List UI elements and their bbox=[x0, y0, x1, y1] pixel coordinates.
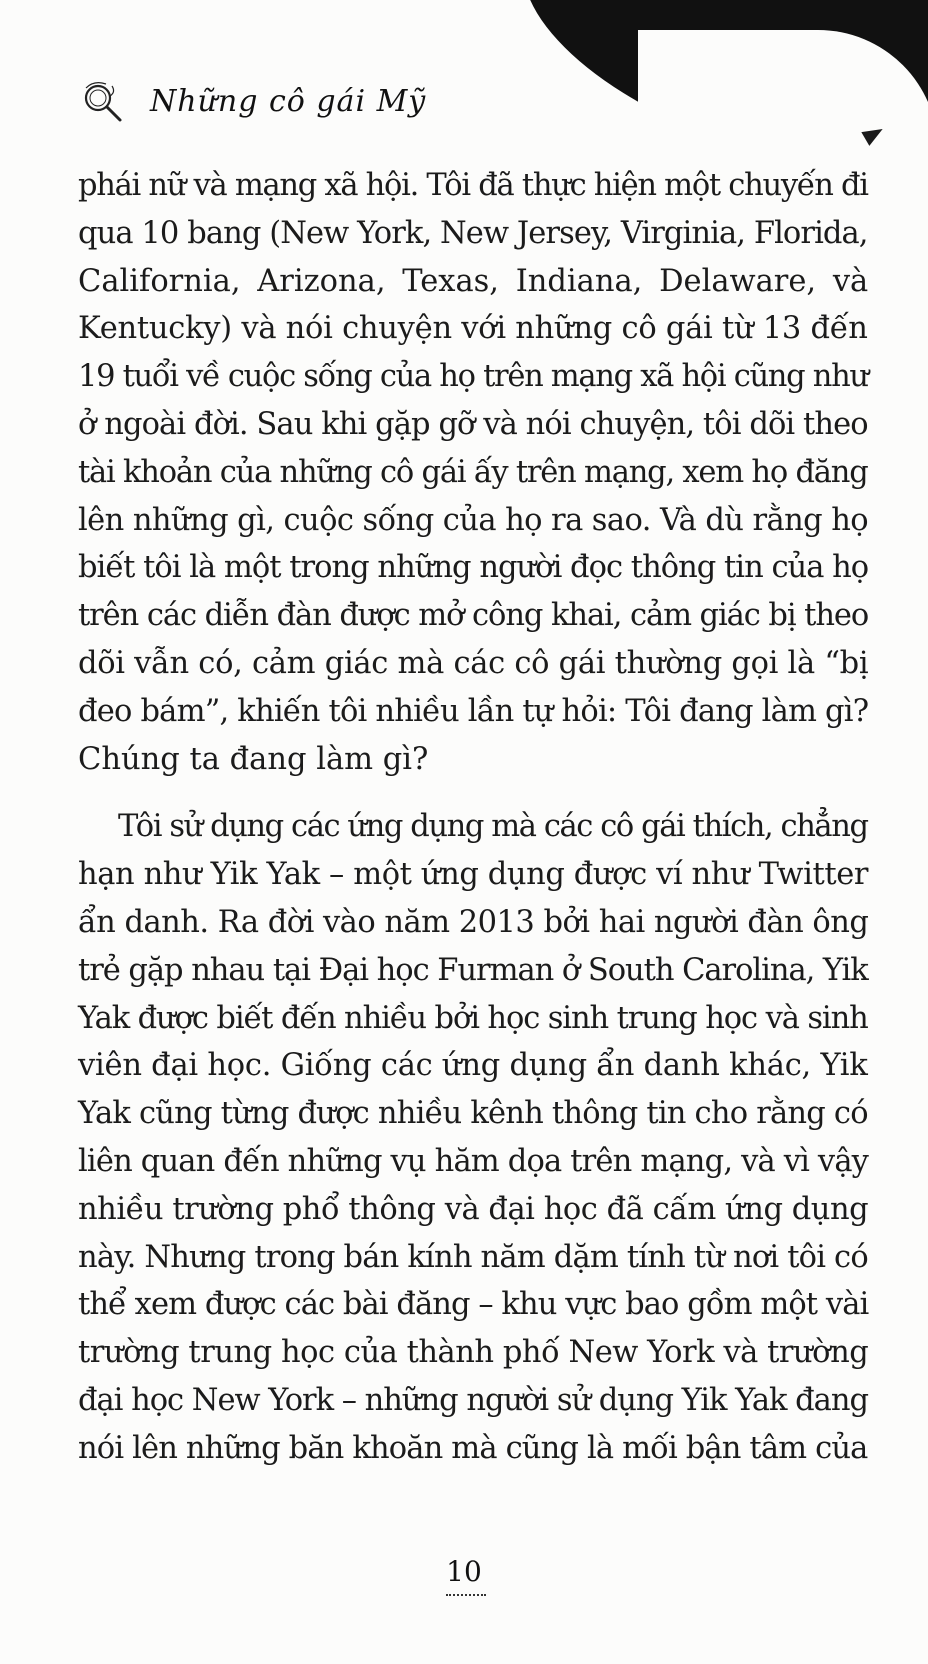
text-line: California, Arizona, Texas, Indiana, Delaware, và bbox=[78, 263, 869, 299]
paragraph bbox=[78, 162, 878, 783]
text-line: trường trung học của thành phố New York và trường bbox=[78, 1335, 869, 1371]
magnifier-icon bbox=[80, 78, 126, 124]
text-line: này. Nhưng trong bán kính năm dặm tính từ nơi tôi có bbox=[78, 1239, 868, 1275]
book-title: Những cô gái Mỹ bbox=[150, 83, 427, 119]
text-line: nói lên những băn khoăn mà cũng là mối bận tâm của bbox=[78, 1430, 868, 1466]
text-line: đại học New York – những người sử dụng Yik Yak đang bbox=[78, 1382, 868, 1418]
text-line: ở ngoài đời. Sau khi gặp gỡ và nói chuyện, tôi dõi theo bbox=[78, 406, 868, 442]
text-line: Yak cũng từng được nhiều kênh thông tin cho rằng có bbox=[78, 1096, 868, 1132]
text-line: lên những gì, cuộc sống của họ ra sao. Và dù rằng họ bbox=[78, 502, 869, 538]
text-line: hạn như Yik Yak – một ứng dụng được ví như Twitter bbox=[78, 857, 869, 893]
running-header bbox=[80, 78, 426, 124]
text-line: qua 10 bang (New York, New Jersey, Virginia, Florida, bbox=[78, 215, 868, 251]
text-line: thể xem được các bài đăng – khu vực bao gồm một vài bbox=[78, 1287, 869, 1323]
page-number: 10 bbox=[446, 1555, 482, 1588]
text-line: Kentucky) và nói chuyện với những cô gái từ 13 đến bbox=[78, 311, 868, 347]
text-line: trên các diễn đàn được mở công khai, cảm giác bị theo bbox=[78, 598, 869, 634]
text-line: biết tôi là một trong những người đọc thông tin của họ bbox=[78, 550, 869, 586]
text-line: đeo bám”, khiến tôi nhiều lần tự hỏi: Tôi đang làm gì? bbox=[78, 693, 869, 729]
text-line: phái nữ và mạng xã hội. Tôi đã thực hiện một chuyến đi bbox=[78, 168, 868, 203]
paragraph bbox=[78, 803, 878, 1472]
text-line: viên đại học. Giống các ứng dụng ẩn danh khác, Yik bbox=[78, 1048, 868, 1084]
text-line: Chúng ta đang làm gì? bbox=[78, 741, 429, 777]
text-line: tài khoản của những cô gái ấy trên mạng, xem họ đăng bbox=[78, 454, 868, 490]
text-line: 19 tuổi về cuộc sống của họ trên mạng xã hội cũng như bbox=[78, 359, 868, 395]
text-line: dõi vẫn có, cảm giác mà các cô gái thường gọi là “bị bbox=[78, 645, 869, 681]
page-number-underline bbox=[446, 1594, 486, 1596]
text-line: ẩn danh. Ra đời vào năm 2013 bởi hai người đàn ông bbox=[78, 904, 869, 940]
text-line: nhiều trường phổ thông và đại học đã cấm ứng dụng bbox=[78, 1191, 869, 1227]
text-line: Yak được biết đến nhiều bởi học sinh trung học và sinh bbox=[78, 1000, 868, 1036]
text-line: liên quan đến những vụ hăm dọa trên mạng, và vì vậy bbox=[78, 1143, 869, 1179]
text-line: Tôi sử dụng các ứng dụng mà các cô gái thích, chẳng bbox=[118, 809, 868, 845]
text-line: trẻ gặp nhau tại Đại học Furman ở South Carolina, Yik bbox=[78, 952, 868, 988]
body-text bbox=[78, 162, 878, 1473]
